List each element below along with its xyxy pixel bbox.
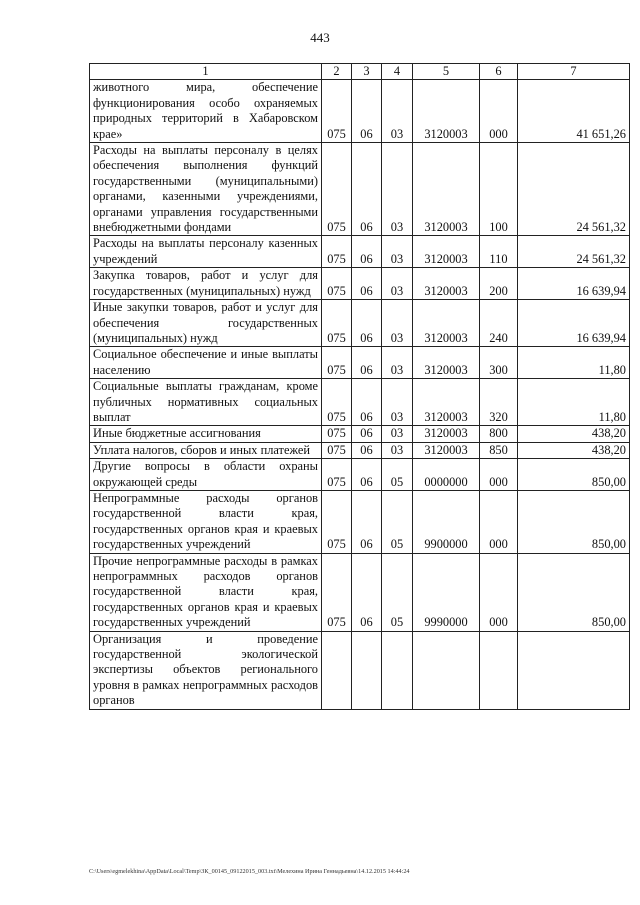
section-code: 06 xyxy=(352,553,382,631)
ministry-code: 075 xyxy=(322,459,352,491)
col-header-2: 2 xyxy=(322,64,352,80)
col-header-1: 1 xyxy=(90,64,322,80)
expense-type-code: 200 xyxy=(480,268,518,300)
ministry-code: 075 xyxy=(322,236,352,268)
table-row xyxy=(90,631,630,709)
footer-file-path: C:\Users\egmelekhina\AppData\Local\Temp\ЗК_00145_09122015_003.txt\Мелехина Ирина Геннадьевна\14.12.2015 14:44:24 xyxy=(89,868,410,875)
header-row xyxy=(90,64,630,80)
subsection-code: 03 xyxy=(382,236,413,268)
row-description: Иные бюджетные ассигнования xyxy=(90,426,322,442)
subsection-code: 03 xyxy=(382,442,413,458)
amount: 41 651,26 xyxy=(518,80,630,143)
subsection-code: 03 xyxy=(382,347,413,379)
ministry-code: 075 xyxy=(322,379,352,426)
section-code: 06 xyxy=(352,268,382,300)
col-header-4: 4 xyxy=(382,64,413,80)
table-row xyxy=(90,553,630,631)
row-description: Прочие непрограммные расходы в рамках непрограммных расходов органов государственной власти края, государственных органов края и краевых государственных учреждений xyxy=(90,553,322,631)
table-row xyxy=(90,236,630,268)
target-article-code: 3120003 xyxy=(413,379,480,426)
table-row xyxy=(90,143,630,236)
subsection-code: 03 xyxy=(382,379,413,426)
ministry-code: 075 xyxy=(322,347,352,379)
target-article-code: 3120003 xyxy=(413,143,480,236)
amount: 24 561,32 xyxy=(518,143,630,236)
subsection-code: 05 xyxy=(382,459,413,491)
row-description: Непрограммные расходы органов государственной власти края, государственных органов края и краевых государственных учреждений xyxy=(90,490,322,553)
section-code: 06 xyxy=(352,379,382,426)
expense-type-code: 240 xyxy=(480,300,518,347)
col-header-5: 5 xyxy=(413,64,480,80)
amount: 438,20 xyxy=(518,442,630,458)
expense-type-code: 110 xyxy=(480,236,518,268)
amount: 850,00 xyxy=(518,553,630,631)
section-code: 06 xyxy=(352,442,382,458)
section-code: 06 xyxy=(352,300,382,347)
table-row xyxy=(90,300,630,347)
amount: 850,00 xyxy=(518,490,630,553)
amount: 16 639,94 xyxy=(518,268,630,300)
col-header-7: 7 xyxy=(518,64,630,80)
table-row xyxy=(90,347,630,379)
budget-table xyxy=(89,63,630,710)
row-description: Другие вопросы в области охраны окружающей среды xyxy=(90,459,322,491)
amount: 16 639,94 xyxy=(518,300,630,347)
section-code: 06 xyxy=(352,490,382,553)
subsection-code: 03 xyxy=(382,426,413,442)
table-row xyxy=(90,379,630,426)
expense-type-code: 000 xyxy=(480,80,518,143)
expense-type-code: 000 xyxy=(480,490,518,553)
subsection-code: 03 xyxy=(382,143,413,236)
target-article-code: 3120003 xyxy=(413,347,480,379)
subsection-code: 03 xyxy=(382,300,413,347)
ministry-code: 075 xyxy=(322,442,352,458)
amount: 438,20 xyxy=(518,426,630,442)
expense-type-code: 320 xyxy=(480,379,518,426)
section-code: 06 xyxy=(352,80,382,143)
target-article-code: 3120003 xyxy=(413,426,480,442)
row-description: Расходы на выплаты персоналу казенных учреждений xyxy=(90,236,322,268)
col-header-3: 3 xyxy=(352,64,382,80)
expense-type-code xyxy=(480,631,518,709)
expense-type-code: 850 xyxy=(480,442,518,458)
expense-type-code: 100 xyxy=(480,143,518,236)
ministry-code: 075 xyxy=(322,143,352,236)
row-description: Закупка товаров, работ и услуг для государственных (муниципальных) нужд xyxy=(90,268,322,300)
row-description: Расходы на выплаты персоналу в целях обеспечения выполнения функций государственными (муниципальными) органами, казенными учреждениями, органами управления государственными внебюджетными фондами xyxy=(90,143,322,236)
section-code: 06 xyxy=(352,143,382,236)
ministry-code: 075 xyxy=(322,268,352,300)
row-description: Организация и проведение государственной экологической экспертизы объектов регионального уровня в рамках непрограммных расходов органов xyxy=(90,631,322,709)
section-code xyxy=(352,631,382,709)
table-row xyxy=(90,426,630,442)
section-code: 06 xyxy=(352,459,382,491)
section-code: 06 xyxy=(352,236,382,268)
subsection-code: 03 xyxy=(382,80,413,143)
ministry-code: 075 xyxy=(322,80,352,143)
expense-type-code: 300 xyxy=(480,347,518,379)
ministry-code: 075 xyxy=(322,300,352,347)
amount: 11,80 xyxy=(518,347,630,379)
row-description: Социальное обеспечение и иные выплаты населению xyxy=(90,347,322,379)
ministry-code: 075 xyxy=(322,426,352,442)
table-row xyxy=(90,80,630,143)
amount: 11,80 xyxy=(518,379,630,426)
section-code: 06 xyxy=(352,347,382,379)
row-description: Уплата налогов, сборов и иных платежей xyxy=(90,442,322,458)
target-article-code: 3120003 xyxy=(413,442,480,458)
table-row xyxy=(90,459,630,491)
row-description: животного мира, обеспечение функционирования особо охраняемых природных территорий в Хабаровском крае» xyxy=(90,80,322,143)
target-article-code: 3120003 xyxy=(413,268,480,300)
target-article-code: 3120003 xyxy=(413,300,480,347)
target-article-code: 9900000 xyxy=(413,490,480,553)
amount xyxy=(518,631,630,709)
row-description: Социальные выплаты гражданам, кроме публичных нормативных социальных выплат xyxy=(90,379,322,426)
expense-type-code: 000 xyxy=(480,553,518,631)
target-article-code xyxy=(413,631,480,709)
page-number: 443 xyxy=(310,30,330,45)
subsection-code: 05 xyxy=(382,553,413,631)
target-article-code: 3120003 xyxy=(413,80,480,143)
table-row xyxy=(90,490,630,553)
ministry-code xyxy=(322,631,352,709)
table-row xyxy=(90,268,630,300)
expense-type-code: 800 xyxy=(480,426,518,442)
subsection-code: 05 xyxy=(382,490,413,553)
ministry-code: 075 xyxy=(322,553,352,631)
ministry-code: 075 xyxy=(322,490,352,553)
row-description: Иные закупки товаров, работ и услуг для обеспечения государственных (муниципальных) нужд xyxy=(90,300,322,347)
subsection-code: 03 xyxy=(382,268,413,300)
target-article-code: 3120003 xyxy=(413,236,480,268)
amount: 850,00 xyxy=(518,459,630,491)
subsection-code xyxy=(382,631,413,709)
table-row xyxy=(90,442,630,458)
amount: 24 561,32 xyxy=(518,236,630,268)
col-header-6: 6 xyxy=(480,64,518,80)
target-article-code: 9990000 xyxy=(413,553,480,631)
target-article-code: 0000000 xyxy=(413,459,480,491)
section-code: 06 xyxy=(352,426,382,442)
expense-type-code: 000 xyxy=(480,459,518,491)
